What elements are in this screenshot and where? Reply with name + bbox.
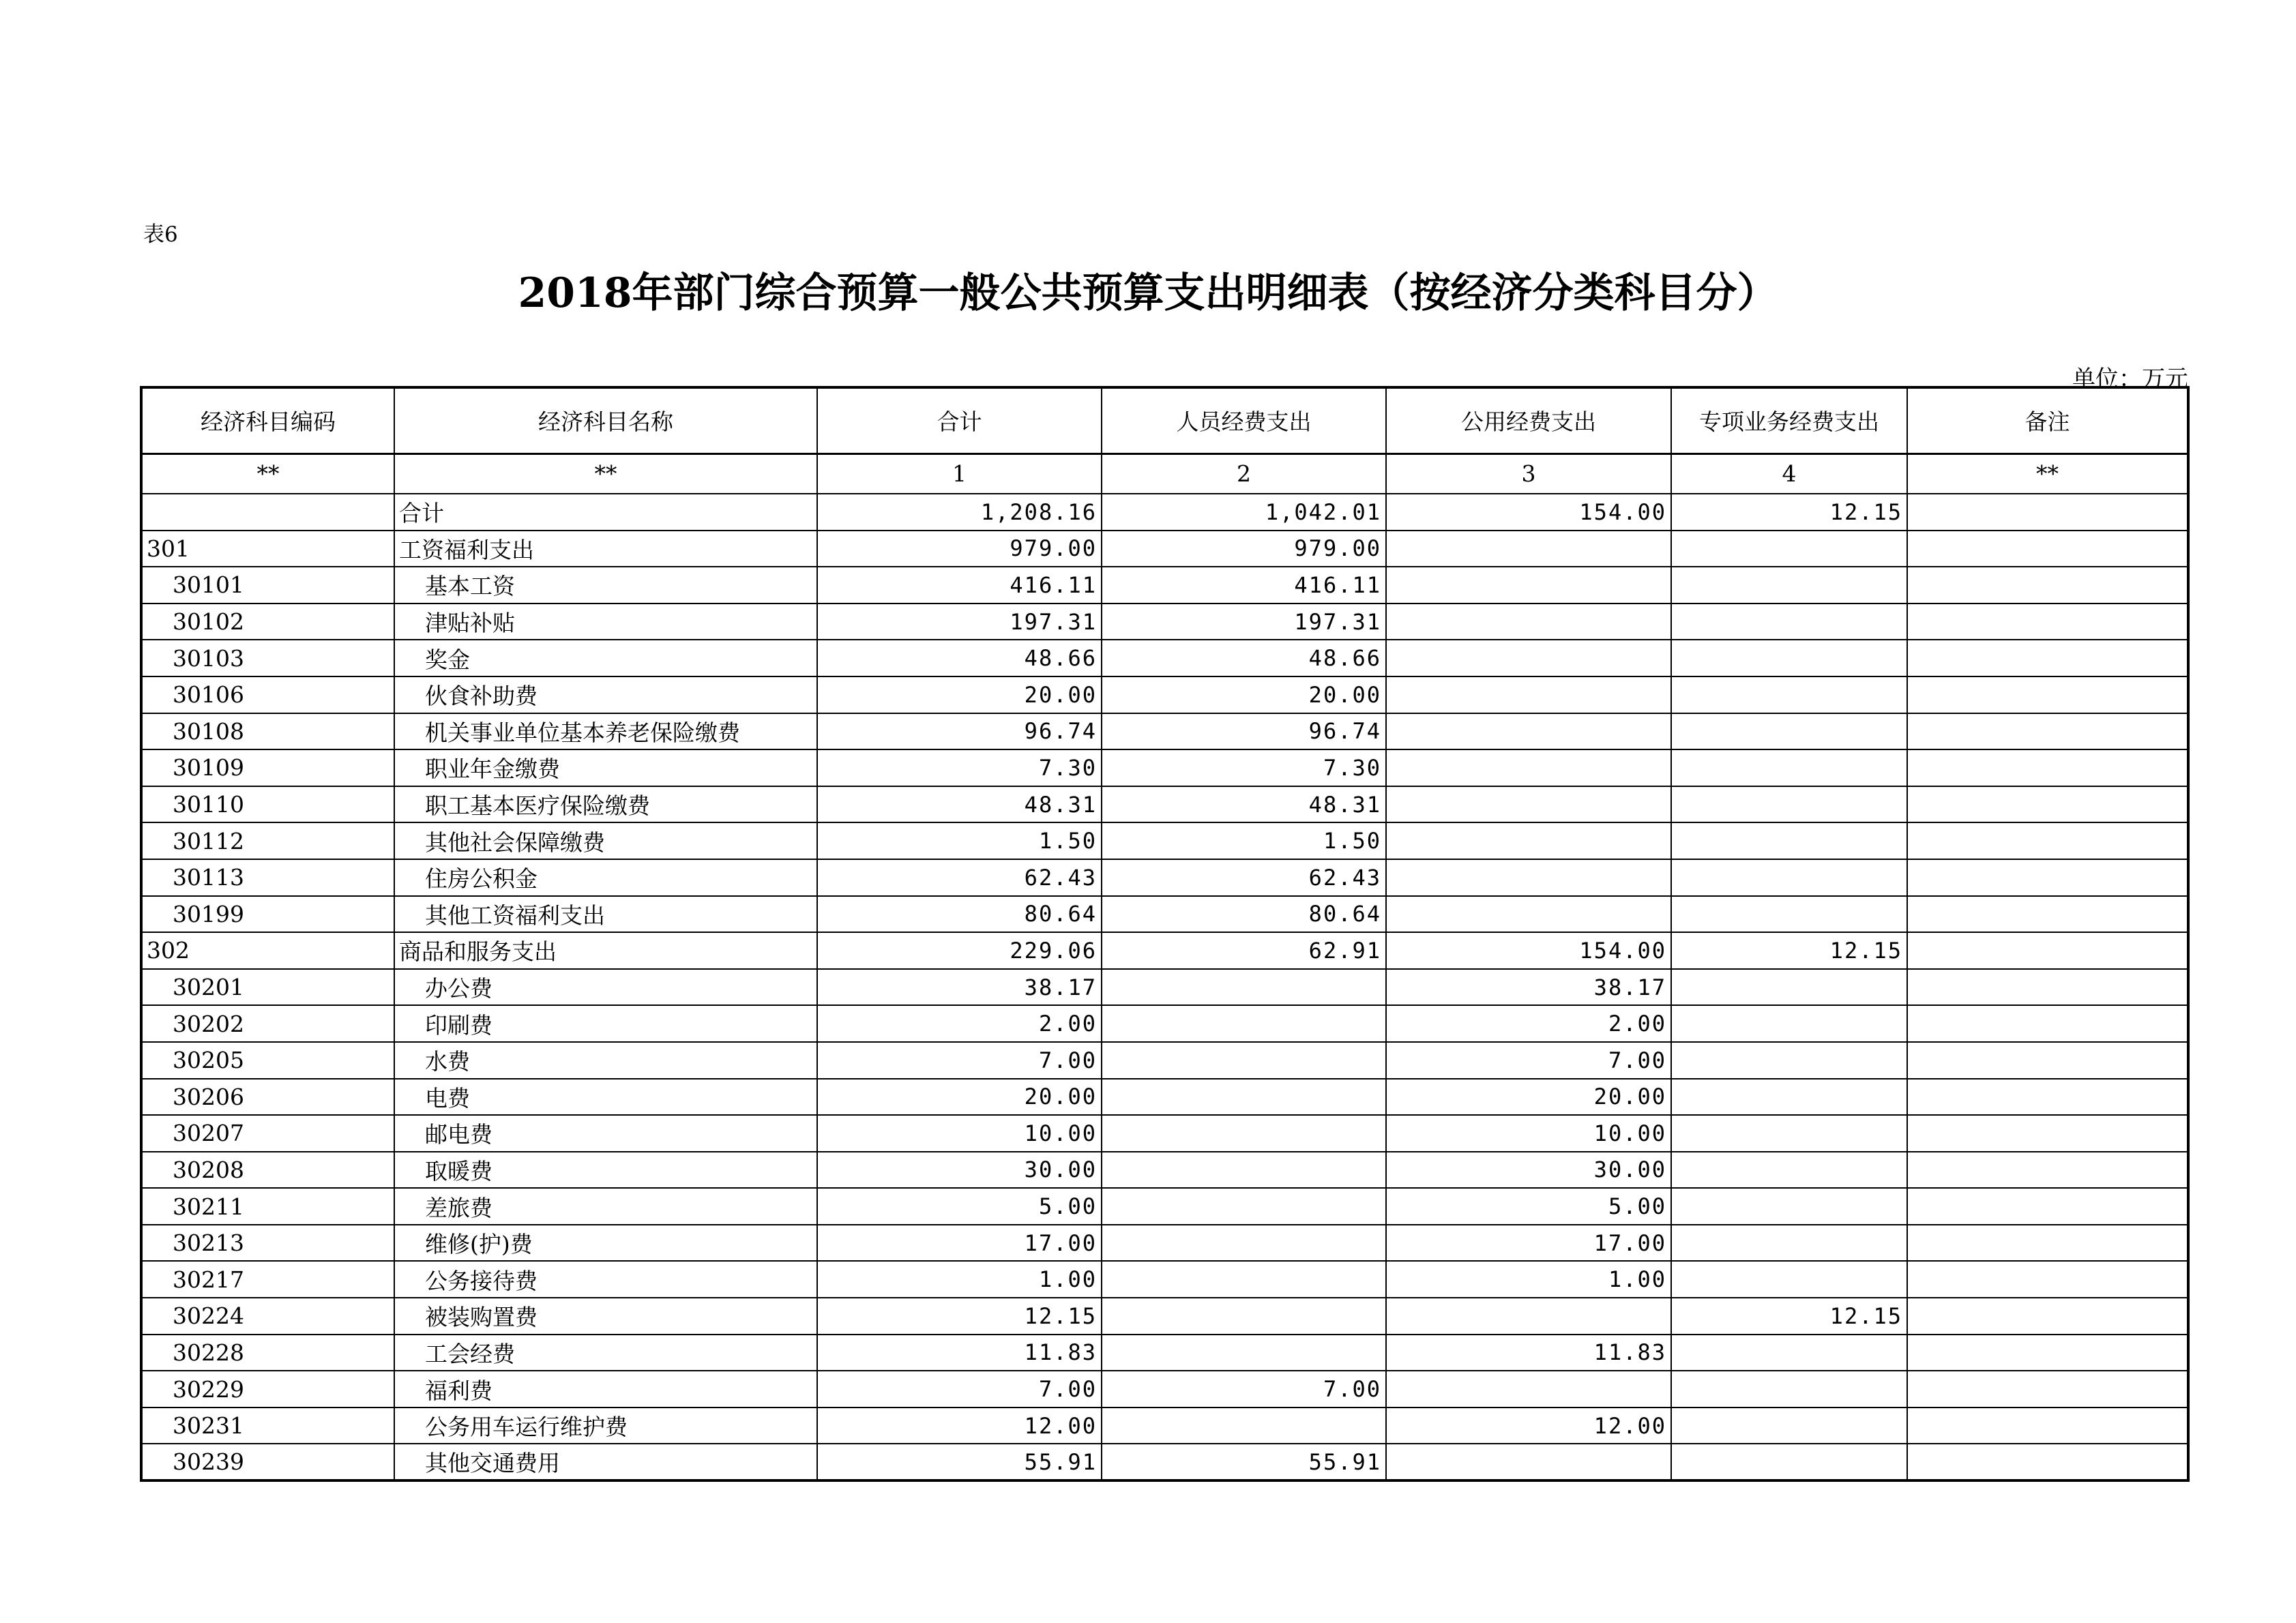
cell-personnel: 48.66 — [1102, 640, 1386, 676]
cell-personnel — [1102, 969, 1386, 1006]
cell-note — [1907, 1152, 2188, 1189]
table-row — [141, 1225, 2188, 1262]
header-code: 经济科目编码 — [141, 387, 394, 453]
cell-public: 2.00 — [1386, 1005, 1671, 1042]
table-row — [141, 1115, 2188, 1152]
cell-personnel: 7.00 — [1102, 1371, 1386, 1408]
cell-public: 17.00 — [1386, 1225, 1671, 1262]
table-body — [141, 494, 2188, 1480]
cell-personnel: 1,042.01 — [1102, 494, 1386, 531]
cell-special: 12.15 — [1671, 1298, 1907, 1335]
cell-code: 30229 — [141, 1371, 394, 1408]
cell-note — [1907, 1408, 2188, 1444]
table-row — [141, 1298, 2188, 1335]
cell-special — [1671, 896, 1907, 933]
cell-personnel: 80.64 — [1102, 896, 1386, 933]
cell-name: 其他交通费用 — [394, 1444, 817, 1480]
cell-name: 机关事业单位基本养老保险缴费 — [394, 713, 817, 750]
cell-special — [1671, 676, 1907, 713]
cell-code: 30106 — [141, 676, 394, 713]
cell-public — [1386, 531, 1671, 567]
header-name: 经济科目名称 — [394, 387, 817, 453]
cell-code: 30211 — [141, 1188, 394, 1225]
cell-special — [1671, 749, 1907, 786]
cell-note — [1907, 896, 2188, 933]
index-personnel: 2 — [1102, 453, 1386, 494]
table-row — [141, 640, 2188, 676]
cell-personnel: 62.91 — [1102, 932, 1386, 969]
cell-total: 48.31 — [817, 786, 1102, 823]
cell-total: 20.00 — [817, 676, 1102, 713]
cell-name: 印刷费 — [394, 1005, 817, 1042]
cell-personnel — [1102, 1079, 1386, 1116]
cell-note — [1907, 1298, 2188, 1335]
table-row — [141, 1371, 2188, 1408]
cell-note — [1907, 1005, 2188, 1042]
cell-special: 12.15 — [1671, 932, 1907, 969]
cell-note — [1907, 786, 2188, 823]
cell-special — [1671, 1005, 1907, 1042]
cell-public: 11.83 — [1386, 1335, 1671, 1371]
cell-total: 62.43 — [817, 859, 1102, 896]
cell-total: 80.64 — [817, 896, 1102, 933]
table-row — [141, 1444, 2188, 1480]
cell-code: 30112 — [141, 822, 394, 859]
unit-label: 单位：万元 — [2072, 366, 2188, 393]
cell-personnel — [1102, 1152, 1386, 1189]
cell-note — [1907, 1225, 2188, 1262]
cell-name: 奖金 — [394, 640, 817, 676]
table-row — [141, 786, 2188, 823]
table-row — [141, 932, 2188, 969]
table-row — [141, 676, 2188, 713]
cell-name: 职业年金缴费 — [394, 749, 817, 786]
cell-personnel: 55.91 — [1102, 1444, 1386, 1480]
cell-code: 30110 — [141, 786, 394, 823]
cell-total: 1,208.16 — [817, 494, 1102, 531]
cell-personnel — [1102, 1335, 1386, 1371]
cell-total: 17.00 — [817, 1225, 1102, 1262]
cell-public: 154.00 — [1386, 494, 1671, 531]
cell-code: 30101 — [141, 567, 394, 604]
cell-personnel: 48.31 — [1102, 786, 1386, 823]
cell-name: 公务接待费 — [394, 1261, 817, 1298]
cell-name: 差旅费 — [394, 1188, 817, 1225]
cell-code — [141, 494, 394, 531]
cell-total: 48.66 — [817, 640, 1102, 676]
table-row — [141, 1042, 2188, 1079]
cell-code: 302 — [141, 932, 394, 969]
cell-note — [1907, 1042, 2188, 1079]
index-special: 4 — [1671, 453, 1907, 494]
table-row — [141, 1188, 2188, 1225]
cell-name: 基本工资 — [394, 567, 817, 604]
cell-code: 30199 — [141, 896, 394, 933]
cell-total: 5.00 — [817, 1188, 1102, 1225]
table-row — [141, 713, 2188, 750]
cell-name: 邮电费 — [394, 1115, 817, 1152]
page-title: 2018年部门综合预算一般公共预算支出明细表（按经济分类科目分） — [518, 269, 1778, 317]
cell-special — [1671, 1115, 1907, 1152]
cell-public — [1386, 1371, 1671, 1408]
header-public: 公用经费支出 — [1386, 387, 1671, 453]
cell-name: 公务用车运行维护费 — [394, 1408, 817, 1444]
table-row — [141, 1335, 2188, 1371]
cell-total: 7.30 — [817, 749, 1102, 786]
cell-public — [1386, 749, 1671, 786]
cell-total: 7.00 — [817, 1042, 1102, 1079]
cell-special — [1671, 640, 1907, 676]
cell-code: 30217 — [141, 1261, 394, 1298]
table-row — [141, 969, 2188, 1006]
cell-special — [1671, 786, 1907, 823]
index-code: ** — [141, 453, 394, 494]
cell-code: 30103 — [141, 640, 394, 676]
cell-public: 20.00 — [1386, 1079, 1671, 1116]
cell-note — [1907, 604, 2188, 640]
cell-name: 工资福利支出 — [394, 531, 817, 567]
cell-personnel: 7.30 — [1102, 749, 1386, 786]
index-row — [141, 453, 2188, 494]
cell-public: 38.17 — [1386, 969, 1671, 1006]
cell-note — [1907, 1371, 2188, 1408]
cell-name: 水费 — [394, 1042, 817, 1079]
table-row — [141, 896, 2188, 933]
cell-total: 1.00 — [817, 1261, 1102, 1298]
cell-code: 30207 — [141, 1115, 394, 1152]
table-row — [141, 1408, 2188, 1444]
cell-special — [1671, 1152, 1907, 1189]
header-personnel: 人员经费支出 — [1102, 387, 1386, 453]
cell-personnel — [1102, 1115, 1386, 1152]
cell-note — [1907, 932, 2188, 969]
cell-personnel: 416.11 — [1102, 567, 1386, 604]
table-row — [141, 567, 2188, 604]
cell-name: 职工基本医疗保险缴费 — [394, 786, 817, 823]
cell-special — [1671, 1371, 1907, 1408]
cell-special — [1671, 1188, 1907, 1225]
cell-name: 福利费 — [394, 1371, 817, 1408]
cell-note — [1907, 1261, 2188, 1298]
cell-total: 20.00 — [817, 1079, 1102, 1116]
cell-note — [1907, 640, 2188, 676]
cell-code: 30202 — [141, 1005, 394, 1042]
cell-public: 154.00 — [1386, 932, 1671, 969]
cell-name: 取暖费 — [394, 1152, 817, 1189]
cell-public — [1386, 822, 1671, 859]
cell-public: 1.00 — [1386, 1261, 1671, 1298]
cell-personnel — [1102, 1042, 1386, 1079]
cell-public — [1386, 859, 1671, 896]
cell-total: 12.00 — [817, 1408, 1102, 1444]
table-row — [141, 531, 2188, 567]
cell-public: 5.00 — [1386, 1188, 1671, 1225]
cell-note — [1907, 1444, 2188, 1480]
header-special: 专项业务经费支出 — [1671, 387, 1907, 453]
cell-total: 55.91 — [817, 1444, 1102, 1480]
cell-public — [1386, 676, 1671, 713]
cell-public — [1386, 1444, 1671, 1480]
cell-special — [1671, 604, 1907, 640]
cell-personnel — [1102, 1408, 1386, 1444]
cell-note — [1907, 1188, 2188, 1225]
cell-name: 合计 — [394, 494, 817, 531]
cell-code: 30228 — [141, 1335, 394, 1371]
cell-name: 其他工资福利支出 — [394, 896, 817, 933]
cell-name: 伙食补助费 — [394, 676, 817, 713]
cell-total: 7.00 — [817, 1371, 1102, 1408]
cell-code: 30102 — [141, 604, 394, 640]
cell-personnel — [1102, 1225, 1386, 1262]
cell-note — [1907, 822, 2188, 859]
cell-total: 2.00 — [817, 1005, 1102, 1042]
cell-name: 住房公积金 — [394, 859, 817, 896]
header-row — [141, 387, 2188, 453]
cell-special — [1671, 1444, 1907, 1480]
table-row — [141, 494, 2188, 531]
cell-public: 7.00 — [1386, 1042, 1671, 1079]
table-row — [141, 1005, 2188, 1042]
cell-public — [1386, 896, 1671, 933]
cell-name: 维修(护)费 — [394, 1225, 817, 1262]
cell-note — [1907, 567, 2188, 604]
budget-table — [140, 386, 2190, 1482]
cell-special — [1671, 1079, 1907, 1116]
cell-special — [1671, 969, 1907, 1006]
cell-total: 1.50 — [817, 822, 1102, 859]
cell-personnel: 96.74 — [1102, 713, 1386, 750]
cell-personnel: 979.00 — [1102, 531, 1386, 567]
cell-code: 30108 — [141, 713, 394, 750]
cell-name: 津贴补贴 — [394, 604, 817, 640]
cell-personnel: 62.43 — [1102, 859, 1386, 896]
table-row — [141, 859, 2188, 896]
header-total: 合计 — [817, 387, 1102, 453]
table-id: 表6 — [143, 222, 178, 247]
cell-total: 197.31 — [817, 604, 1102, 640]
cell-total: 38.17 — [817, 969, 1102, 1006]
cell-code: 30239 — [141, 1444, 394, 1480]
cell-code: 30231 — [141, 1408, 394, 1444]
cell-note — [1907, 676, 2188, 713]
table-row — [141, 604, 2188, 640]
cell-code: 30201 — [141, 969, 394, 1006]
cell-special — [1671, 1335, 1907, 1371]
cell-public — [1386, 640, 1671, 676]
cell-special — [1671, 1408, 1907, 1444]
index-total: 1 — [817, 453, 1102, 494]
cell-total: 229.06 — [817, 932, 1102, 969]
cell-special — [1671, 1261, 1907, 1298]
cell-public — [1386, 1298, 1671, 1335]
cell-code: 30206 — [141, 1079, 394, 1116]
cell-note — [1907, 531, 2188, 567]
cell-total: 96.74 — [817, 713, 1102, 750]
cell-special: 12.15 — [1671, 494, 1907, 531]
cell-public — [1386, 786, 1671, 823]
cell-name: 被装购置费 — [394, 1298, 817, 1335]
index-note: ** — [1907, 453, 2188, 494]
cell-note — [1907, 1115, 2188, 1152]
table-row — [141, 1261, 2188, 1298]
cell-public — [1386, 567, 1671, 604]
index-name: ** — [394, 453, 817, 494]
cell-note — [1907, 494, 2188, 531]
cell-special — [1671, 859, 1907, 896]
cell-code: 301 — [141, 531, 394, 567]
cell-code: 30113 — [141, 859, 394, 896]
cell-personnel — [1102, 1261, 1386, 1298]
cell-note — [1907, 969, 2188, 1006]
cell-note — [1907, 749, 2188, 786]
cell-total: 979.00 — [817, 531, 1102, 567]
cell-code: 30109 — [141, 749, 394, 786]
cell-name: 工会经费 — [394, 1335, 817, 1371]
cell-note — [1907, 713, 2188, 750]
cell-note — [1907, 859, 2188, 896]
cell-code: 30208 — [141, 1152, 394, 1189]
cell-name: 商品和服务支出 — [394, 932, 817, 969]
cell-public: 10.00 — [1386, 1115, 1671, 1152]
cell-total: 12.15 — [817, 1298, 1102, 1335]
cell-code: 30224 — [141, 1298, 394, 1335]
cell-special — [1671, 531, 1907, 567]
cell-special — [1671, 713, 1907, 750]
cell-name: 电费 — [394, 1079, 817, 1116]
header-note: 备注 — [1907, 387, 2188, 453]
cell-total: 10.00 — [817, 1115, 1102, 1152]
cell-total: 416.11 — [817, 567, 1102, 604]
cell-note — [1907, 1079, 2188, 1116]
cell-public: 12.00 — [1386, 1408, 1671, 1444]
cell-name: 办公费 — [394, 969, 817, 1006]
table-row — [141, 1152, 2188, 1189]
cell-total: 30.00 — [817, 1152, 1102, 1189]
table-row — [141, 749, 2188, 786]
cell-special — [1671, 822, 1907, 859]
cell-note — [1907, 1335, 2188, 1371]
cell-personnel — [1102, 1005, 1386, 1042]
cell-personnel: 197.31 — [1102, 604, 1386, 640]
cell-personnel — [1102, 1298, 1386, 1335]
cell-personnel — [1102, 1188, 1386, 1225]
cell-code: 30205 — [141, 1042, 394, 1079]
index-public: 3 — [1386, 453, 1671, 494]
cell-code: 30213 — [141, 1225, 394, 1262]
cell-special — [1671, 567, 1907, 604]
cell-total: 11.83 — [817, 1335, 1102, 1371]
cell-name: 其他社会保障缴费 — [394, 822, 817, 859]
cell-special — [1671, 1042, 1907, 1079]
cell-personnel: 20.00 — [1102, 676, 1386, 713]
table-row — [141, 822, 2188, 859]
cell-public: 30.00 — [1386, 1152, 1671, 1189]
table-row — [141, 1079, 2188, 1116]
cell-special — [1671, 1225, 1907, 1262]
cell-public — [1386, 604, 1671, 640]
cell-personnel: 1.50 — [1102, 822, 1386, 859]
cell-public — [1386, 713, 1671, 750]
